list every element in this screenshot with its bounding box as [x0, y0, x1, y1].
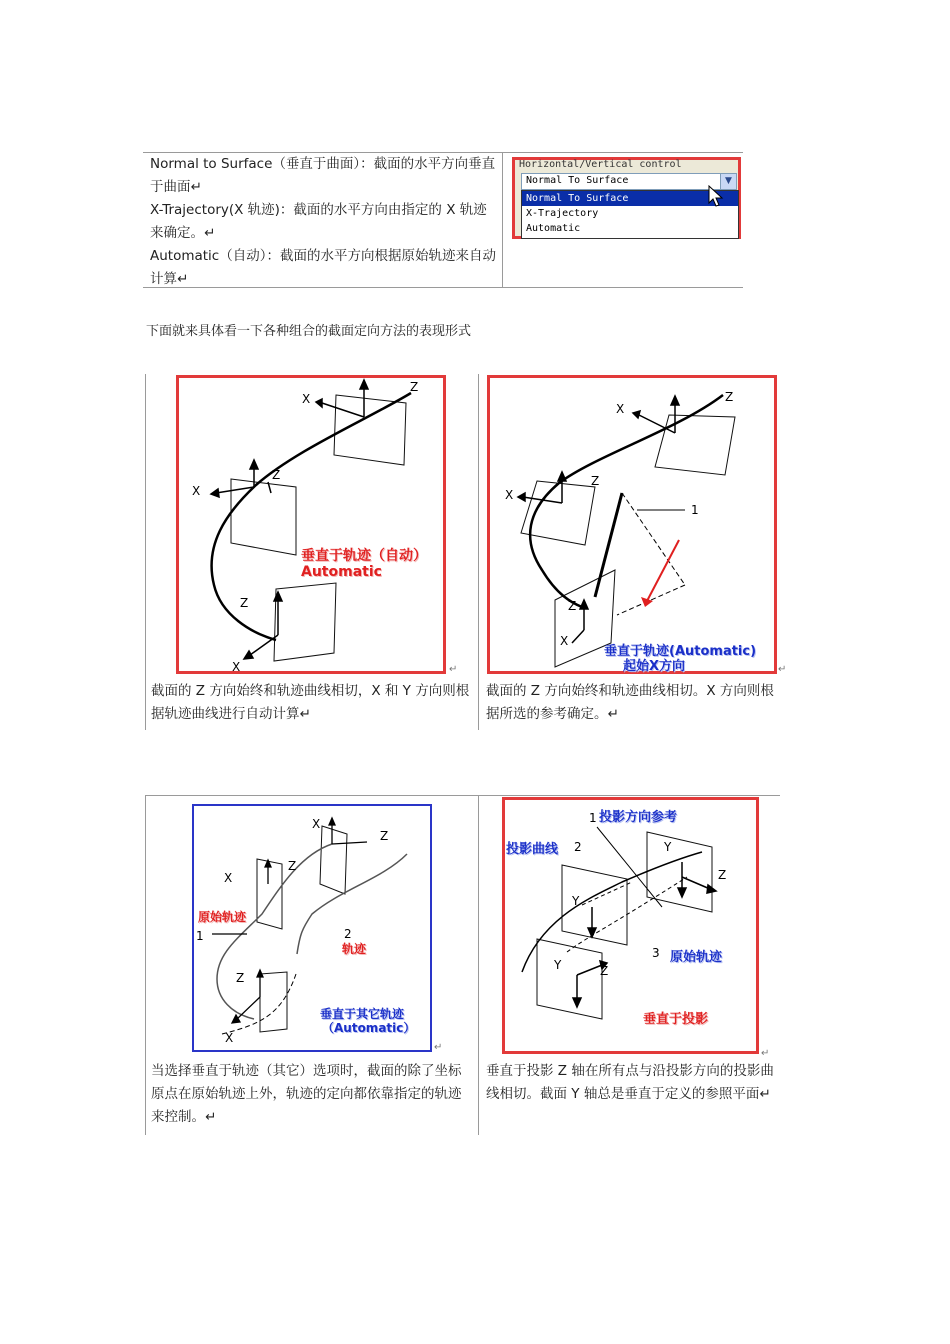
hv-option-normal-surface[interactable]: Normal To Surface	[522, 191, 738, 206]
fig4-callout-3: 3	[652, 946, 660, 960]
fig3-callout-2: 2	[344, 927, 352, 941]
fig-table1-divider	[478, 374, 479, 730]
fig2-axis-z-mid: Z	[591, 474, 600, 488]
fig4-caption: 垂直于投影 Z 轴在所有点与沿投影方向的投影曲线相切。截面 Y 轴总是垂直于定义的参照平面↵	[486, 1063, 774, 1102]
fig2-caption: 截面的 Z 方向始终和轨迹曲线相切。X 方向则根据所选的参考确定。↵	[486, 683, 774, 722]
hv-select[interactable]	[521, 173, 737, 190]
intro-row-automatic: Automatic（自动）：截面的水平方向根据原始轨迹来自动计算↵	[150, 248, 496, 287]
fig2-label-line1: 垂直于轨迹(Automatic)	[604, 644, 757, 659]
fig3-axis-x-top: X	[312, 817, 321, 831]
fig3-label-trajectory: 轨迹	[342, 942, 367, 956]
intro-row-normal-surface: Normal to Surface（垂直于曲面）：截面的水平方向垂直于曲面↵	[150, 156, 496, 195]
fig3-callout-1: 1	[196, 929, 204, 943]
hv-dropdown-list	[521, 190, 739, 239]
fig1-axis-z-top: Z	[410, 380, 419, 394]
fig2-axis-x-mid: X	[505, 488, 514, 502]
figure-2-diagram	[487, 375, 777, 674]
fig4-callout-1: 1	[589, 811, 597, 825]
fig2-label-line2: 起始X方向	[623, 659, 686, 674]
fig4-axis-z-top: Z	[718, 868, 727, 882]
fig4-callout-2: 2	[574, 840, 582, 854]
fig1-label-cn: 垂直于轨迹（自动）	[301, 548, 427, 564]
intro-text-cell	[150, 153, 498, 291]
fig3-label-origin: 原始轨迹	[198, 910, 247, 924]
fig1-label-en: Automatic	[301, 564, 382, 580]
hv-control-panel	[512, 157, 741, 239]
fig4-label-proj-direction: 投影方向参考	[599, 810, 678, 825]
section-heading: 下面就来具体看一下各种组合的截面定向方法的表现形式	[146, 324, 472, 339]
fig4-label-proj-curve: 投影曲线	[506, 842, 559, 857]
fig-table1-left-border	[145, 374, 146, 730]
fig3-return-mark: ↵	[434, 1042, 443, 1053]
intro-row-x-trajectory: X-Trajectory(X 轨迹)：截面的水平方向由指定的 X 轨迹来确定。↵	[150, 202, 487, 241]
hv-option-automatic[interactable]: Automatic	[526, 223, 581, 234]
fig2-axis-x-bottom: X	[560, 634, 569, 648]
fig1-axis-x-top: X	[302, 392, 311, 406]
fig3-axis-z-bottom: Z	[236, 971, 245, 985]
fig3-label-line1: 垂直于其它轨迹	[320, 1007, 405, 1021]
hv-select-value: Normal To Surface	[526, 175, 629, 186]
fig4-return-mark: ↵	[761, 1048, 770, 1059]
fig2-axis-z-bottom: Z	[568, 599, 577, 613]
fig1-axis-z-bottom: Z	[240, 596, 249, 610]
fig3-label-line2: （Automatic）	[322, 1021, 416, 1035]
fig1-axis-z-mid: Z	[272, 468, 281, 482]
fig4-label-origin: 原始轨迹	[670, 950, 723, 965]
fig4-axis-y-mid: Y	[572, 894, 580, 908]
fig-table2-top-rule	[145, 795, 780, 796]
table-divider	[502, 152, 503, 287]
fig1-return-mark: ↵	[449, 664, 458, 675]
fig1-axis-x-mid: X	[192, 484, 201, 498]
fig4-axis-z-bottom: Z	[600, 964, 609, 978]
fig4-axis-y-bottom: Y	[554, 958, 562, 972]
fig4-label-normal-projection: 垂直于投影	[643, 1012, 709, 1027]
figure-1-diagram	[176, 375, 446, 674]
figure-4-diagram	[502, 797, 759, 1054]
mouse-cursor-icon	[708, 185, 724, 209]
fig2-axis-z-top: Z	[725, 390, 734, 404]
fig1-caption: 截面的 Z 方向始终和轨迹曲线相切，X 和 Y 方向则根据轨迹曲线进行自动计算↵	[151, 683, 470, 722]
fig2-axis-x-top: X	[616, 402, 625, 416]
fig1-axis-x-bottom: X	[232, 660, 241, 674]
fig2-return-mark: ↵	[778, 664, 787, 675]
fig3-axis-x-mid: X	[224, 871, 233, 885]
fig-table2-left-border	[145, 795, 146, 1135]
fig3-caption: 当选择垂直于轨迹（其它）选项时，截面的除了坐标原点在原始轨迹上外，轨迹的定向都依靠指定的轨迹来控制。↵	[151, 1063, 462, 1125]
fig2-callout-1: 1	[691, 503, 699, 517]
fig3-axis-z-mid: Z	[288, 859, 297, 873]
fig-table2-divider	[478, 795, 479, 1135]
hv-option-x-trajectory[interactable]: X-Trajectory	[526, 208, 599, 219]
fig4-axis-y-top: Y	[664, 840, 672, 854]
fig3-axis-z-top: Z	[380, 829, 389, 843]
fig3-axis-x-bottom: X	[225, 1031, 234, 1045]
hv-control-title: Horizontal/Vertical control	[519, 159, 682, 170]
chevron-down-icon[interactable]: ▼	[720, 174, 736, 189]
